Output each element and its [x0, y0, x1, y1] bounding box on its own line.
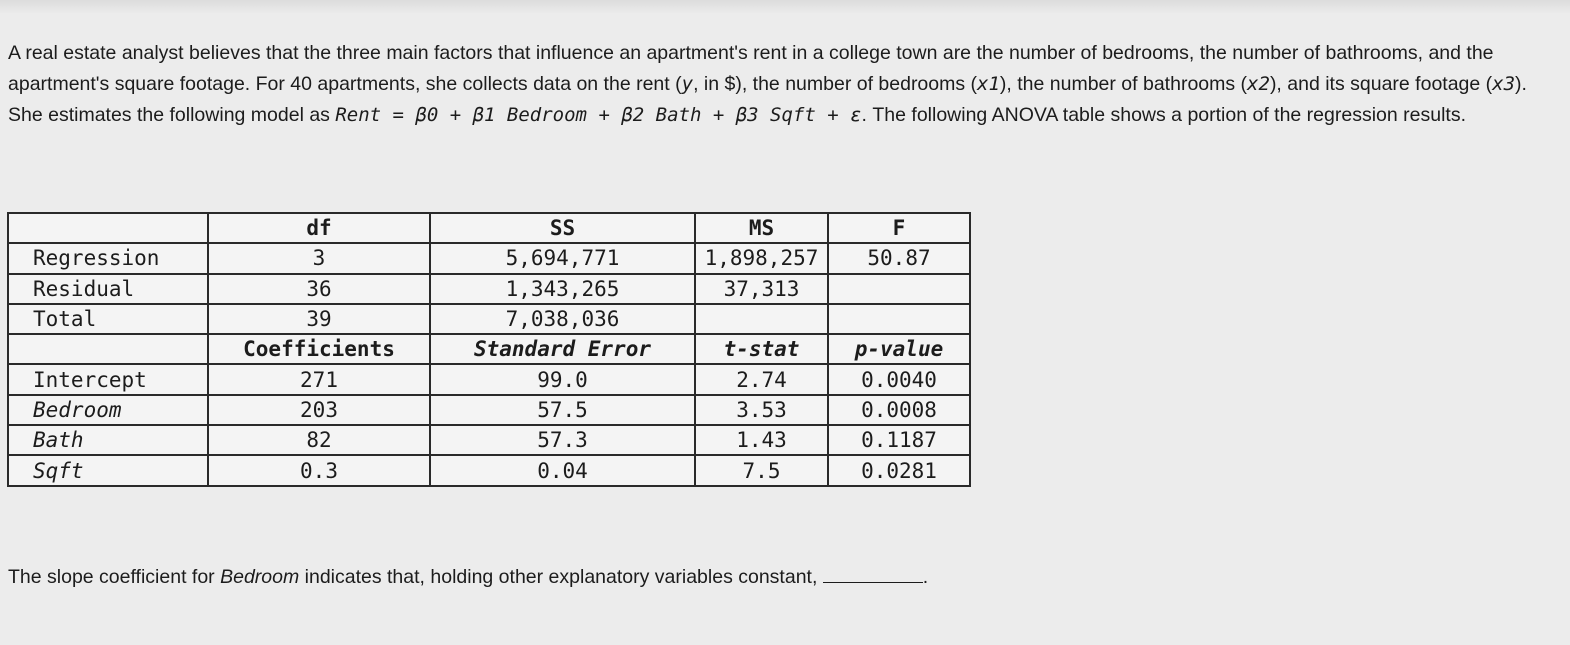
cell: 0.3: [208, 455, 430, 485]
regression-model: Rent = β0 + β1 Bedroom + β2 Bath + β3 Sqft + ε: [335, 104, 862, 126]
cell: 99.0: [430, 364, 695, 394]
coefficients-header-row: [8, 334, 970, 364]
cell: [828, 274, 970, 304]
cell: 2.74: [695, 364, 828, 394]
x2-variable: x2: [1247, 73, 1270, 95]
header-cell: [8, 213, 208, 243]
row-label: Sqft: [8, 455, 208, 485]
coef-row-sqft: [8, 455, 970, 485]
header-t-stat: t-stat: [695, 334, 828, 364]
answer-blank[interactable]: [823, 562, 923, 583]
cell: 7.5: [695, 455, 828, 485]
cell: 1.43: [695, 425, 828, 455]
cell: 0.0008: [828, 395, 970, 425]
cell: 1,898,257: [695, 243, 828, 273]
cell: 3: [208, 243, 430, 273]
x3-variable: x3: [1492, 73, 1516, 95]
cell: 7,038,036: [430, 304, 695, 334]
anova-table: [7, 212, 971, 487]
header-standard-error: Standard Error: [430, 334, 695, 364]
y-variable: y: [681, 73, 694, 95]
header-ms: MS: [695, 213, 828, 243]
cell: 5,694,771: [430, 243, 695, 273]
cell: 39: [208, 304, 430, 334]
header-df: df: [208, 213, 430, 243]
header-cell: [8, 334, 208, 364]
cell: 57.5: [430, 395, 695, 425]
anova-row-residual: [8, 274, 970, 304]
cell: [695, 304, 828, 334]
cell: 37,313: [695, 274, 828, 304]
cell: 0.0040: [828, 364, 970, 394]
cell: 0.04: [430, 455, 695, 485]
anova-row-total: [8, 304, 970, 334]
row-label: Total: [8, 304, 208, 334]
cell: [828, 304, 970, 334]
row-label: Bath: [8, 425, 208, 455]
cell: 203: [208, 395, 430, 425]
cell: 82: [208, 425, 430, 455]
row-label: Residual: [8, 274, 208, 304]
top-edge-shadow: [0, 0, 1570, 14]
coef-row-bedroom: [8, 395, 970, 425]
cell: 57.3: [430, 425, 695, 455]
row-label: Regression: [8, 243, 208, 273]
cell: 50.87: [828, 243, 970, 273]
question-variable: Bedroom: [220, 566, 300, 588]
problem-statement: A real estate analyst believes that the three main factors that influence an apartment's rent in a college town are the number of bedrooms, the number of bathrooms, and the apartment's square footage. For 40 apartments, she collects data on the rent (y, in $), the number of bedrooms (x1), the number of bathrooms (x2), and its square footage (x3). She estimates the following model as Rent = β0 + β1 Bedroom + β2 Bath + β3 Sqft + ε. The following ANOVA table shows a portion of the regression results.: [8, 42, 1527, 126]
cell: 0.1187: [828, 425, 970, 455]
header-coefficients: Coefficients: [208, 334, 430, 364]
cell: 36: [208, 274, 430, 304]
header-p-value: p-value: [828, 334, 970, 364]
cell: 1,343,265: [430, 274, 695, 304]
question-prompt: The slope coefficient for Bedroom indicates that, holding other explanatory variables constant, .: [8, 562, 928, 592]
x1-variable: x1: [977, 73, 1000, 95]
header-f: F: [828, 213, 970, 243]
cell: 271: [208, 364, 430, 394]
coef-row-bath: [8, 425, 970, 455]
anova-header-row: [8, 213, 970, 243]
anova-row-regression: [8, 243, 970, 273]
row-label: Bedroom: [8, 395, 208, 425]
header-ss: SS: [430, 213, 695, 243]
row-label: Intercept: [8, 364, 208, 394]
coef-row-intercept: [8, 364, 970, 394]
cell: 0.0281: [828, 455, 970, 485]
cell: 3.53: [695, 395, 828, 425]
